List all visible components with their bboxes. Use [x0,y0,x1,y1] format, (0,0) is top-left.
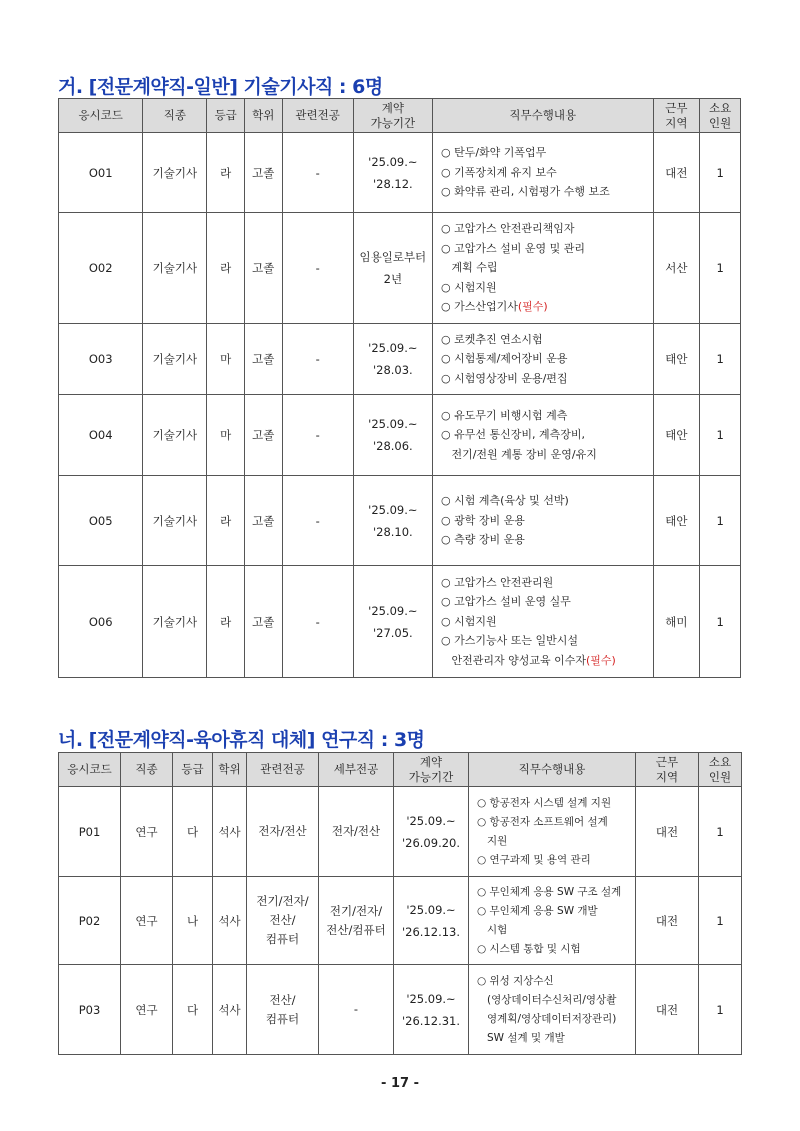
table-row [59,877,742,965]
location-cell: 대전 [636,965,699,1055]
cell-line: ○ 측량 장비 운용 [440,533,525,547]
section1-heading: 거. [전문계약직-일반] 기술기사직 : 6명 [58,76,383,98]
cell-line: '27.05. [372,625,413,640]
table-header-row [59,753,742,787]
column-header: 직종 [143,99,207,133]
column-header: 학위 [244,99,282,133]
count-cell: 1 [699,965,742,1055]
column-header: 응시코드 [59,753,121,787]
section2-heading: 너. [전문계약직-육아휴직 대체] 연구직 : 3명 [58,729,425,751]
cell-line: ○ 고압가스 안전관리책임자 [440,222,575,236]
cell-line: 전산/ [269,913,296,927]
code-cell: P03 [59,965,121,1055]
duty-cell [432,213,653,324]
code-cell: O01 [59,133,143,213]
location-cell: 서산 [653,213,700,324]
submajor-cell [319,787,394,877]
cell-line: ○ 위성 지상수신 [477,974,554,987]
duty-cell [469,877,636,965]
table-row [59,787,742,877]
cell-line: '28.12. [372,176,413,191]
cell-line: 영계획/영상데이터저장관리) [477,1012,617,1025]
major-cell: - [282,476,353,566]
column-header: 관련전공 [282,99,353,133]
cell-line: '25.09.~ [368,502,418,517]
cell-line: '25.09.~ [406,813,456,828]
cell-line: 전산/컴퓨터 [326,922,386,937]
period-cell [394,787,469,877]
cell-line: ○ 광학 장비 운용 [440,513,525,527]
cell-line: '28.10. [372,524,413,539]
required-note: (필수) [585,653,616,667]
job-cell: 기술기사 [143,566,207,678]
job-cell: 연구 [121,787,173,877]
researcher-table [58,752,742,1055]
cell-line: ○ 유도무기 비행시험 계측 [440,408,568,422]
degree-cell: 고졸 [244,476,282,566]
grade-cell: 나 [173,877,213,965]
column-header: 소요 인원 [699,753,742,787]
cell-line: ○ 로켓추진 연소시험 [440,332,543,346]
major-cell: - [282,324,353,395]
degree-cell: 석사 [213,877,247,965]
major-cell: - [282,566,353,678]
cell-line: '25.09.~ [368,603,418,618]
grade-cell: 마 [207,395,245,476]
count-cell: 1 [700,133,741,213]
cell-line: ○ 항공전자 시스템 설계 지원 [477,796,612,809]
table-row [59,476,741,566]
grade-cell: 다 [173,965,213,1055]
count-cell: 1 [700,566,741,678]
cell-line: 전산/ [269,992,296,1007]
cell-line: 전기/전자/ [256,894,309,908]
location-cell: 대전 [653,133,700,213]
grade-cell: 마 [207,324,245,395]
cell-line: '25.09.~ [368,417,418,431]
cell-line: ○ 연구과제 및 용역 관리 [477,853,591,866]
code-cell: O03 [59,324,143,395]
cell-line: ○ 시험통제/제어장비 운용 [440,352,568,366]
period-cell [353,395,432,476]
degree-cell: 고졸 [244,324,282,395]
location-cell: 대전 [636,877,699,965]
cell-line: 안전관리자 양성교육 이수자(필수) [440,653,616,667]
column-header: 응시코드 [59,99,143,133]
column-header: 계약 가능기간 [394,753,469,787]
cell-line: 컴퓨터 [265,932,300,946]
cell-line: ○ 무인체계 응용 SW 개발 [477,904,598,917]
degree-cell: 고졸 [244,566,282,678]
cell-line: ○ 시험 계측(육상 및 선박) [440,494,569,508]
cell-line: ○ 고압가스 설비 운영 및 관리 [440,241,585,255]
job-cell: 기술기사 [143,213,207,324]
table-row [59,965,742,1055]
cell-line: 전자/전산 [331,824,381,838]
period-cell [353,566,432,678]
count-cell: 1 [699,877,742,965]
table-row [59,324,741,395]
job-cell: 연구 [121,877,173,965]
major-cell: - [282,395,353,476]
column-header: 소요 인원 [700,99,741,133]
column-header: 직무수행내용 [432,99,653,133]
cell-line: SW 설계 및 개발 [477,1031,565,1044]
duty-cell [432,133,653,213]
cell-line: '25.09.~ [406,991,456,1006]
cell-line: 전자/전산 [258,824,307,838]
column-header: 근무 지역 [653,99,700,133]
job-cell: 기술기사 [143,133,207,213]
major-cell [247,787,319,877]
duty-cell [432,476,653,566]
table-header-row [59,99,741,133]
code-cell: O06 [59,566,143,678]
required-note: (필수) [517,300,548,314]
count-cell: 1 [700,476,741,566]
code-cell: O02 [59,213,143,324]
grade-cell: 라 [207,213,245,324]
count-cell: 1 [700,213,741,324]
count-cell: 1 [700,324,741,395]
code-cell: P01 [59,787,121,877]
technician-table [58,98,741,678]
cell-line: '28.06. [372,439,413,453]
column-header: 학위 [213,753,247,787]
table-row [59,213,741,324]
cell-line: ○ 유무선 통신장비, 계측장비, [440,428,585,442]
cell-line: 시험 [477,923,508,936]
column-header: 세부전공 [319,753,394,787]
cell-line: ○ 화약류 관리, 시험평가 수행 보조 [440,185,610,199]
location-cell: 태안 [653,324,700,395]
location-cell: 태안 [653,476,700,566]
cell-line: ○ 무인체계 응용 SW 구조 설계 [477,885,622,898]
column-header: 직무수행내용 [469,753,636,787]
period-cell [394,965,469,1055]
column-header: 등급 [207,99,245,133]
duty-cell [432,395,653,476]
period-cell [353,476,432,566]
cell-line: 전기/전자/ [329,903,383,918]
cell-line: - [353,1002,359,1016]
cell-line: ○ 기폭장치계 유지 보수 [440,165,557,179]
column-header: 등급 [173,753,213,787]
column-header: 관련전공 [247,753,319,787]
grade-cell: 다 [173,787,213,877]
code-cell: O05 [59,476,143,566]
table-row [59,395,741,476]
job-cell: 기술기사 [143,476,207,566]
grade-cell: 라 [207,476,245,566]
count-cell: 1 [700,395,741,476]
degree-cell: 고졸 [244,133,282,213]
cell-line: 지원 [477,834,508,847]
table-row [59,133,741,213]
submajor-cell [319,965,394,1055]
table-row [59,566,741,678]
code-cell: P02 [59,877,121,965]
duty-cell [432,324,653,395]
cell-line: 계획 수립 [440,261,498,275]
period-cell [353,324,432,395]
cell-line: ○ 고압가스 안전관리원 [440,575,554,589]
cell-line: '28.03. [372,363,413,377]
duty-cell [432,566,653,678]
location-cell: 해미 [653,566,700,678]
duty-cell [469,965,636,1055]
cell-line: 전기/전원 계통 장비 운영/유지 [440,447,597,461]
degree-cell: 고졸 [244,213,282,324]
cell-line: ○ 고압가스 설비 운영 실무 [440,595,571,609]
cell-line: '26.09.20. [401,835,461,850]
cell-line: ○ 시스템 통합 및 시험 [477,942,581,955]
major-cell: - [282,133,353,213]
cell-line: '25.09.~ [368,341,418,355]
cell-line: (영상데이터수신처리/영상촬 [477,993,617,1006]
page-number: - 17 - [381,1076,419,1091]
period-cell [353,133,432,213]
degree-cell: 고졸 [244,395,282,476]
duty-cell [469,787,636,877]
cell-line: ○ 탄두/화약 기폭업무 [440,146,547,160]
period-cell [394,877,469,965]
cell-line: ○ 시험영상장비 운용/편집 [440,371,568,385]
column-header: 근무 지역 [636,753,699,787]
cell-line: ○ 항공전자 소프트웨어 설계 [477,815,608,828]
major-cell: - [282,213,353,324]
job-cell: 연구 [121,965,173,1055]
degree-cell: 석사 [213,965,247,1055]
location-cell: 태안 [653,395,700,476]
cell-line: 컴퓨터 [265,1011,300,1026]
grade-cell: 라 [207,566,245,678]
major-cell [247,877,319,965]
cell-line: ○ 가스산업기사(필수) [440,300,548,314]
cell-line: 임용일로부터 [359,250,427,264]
job-cell: 기술기사 [143,395,207,476]
submajor-cell [319,877,394,965]
cell-line: ○ 시험지원 [440,614,497,628]
column-header: 직종 [121,753,173,787]
cell-line: '26.12.31. [401,1013,461,1028]
column-header: 계약 가능기간 [353,99,432,133]
count-cell: 1 [699,787,742,877]
cell-line: 2년 [383,272,403,286]
cell-line: '26.12.13. [401,924,461,939]
period-cell [353,213,432,324]
location-cell: 대전 [636,787,699,877]
job-cell: 기술기사 [143,324,207,395]
code-cell: O04 [59,395,143,476]
cell-line: '25.09.~ [406,902,456,917]
major-cell [247,965,319,1055]
degree-cell: 석사 [213,787,247,877]
cell-line: ○ 가스기능사 또는 일반시설 [440,634,578,648]
grade-cell: 라 [207,133,245,213]
cell-line: ○ 시험지원 [440,280,497,294]
cell-line: '25.09.~ [368,154,418,169]
